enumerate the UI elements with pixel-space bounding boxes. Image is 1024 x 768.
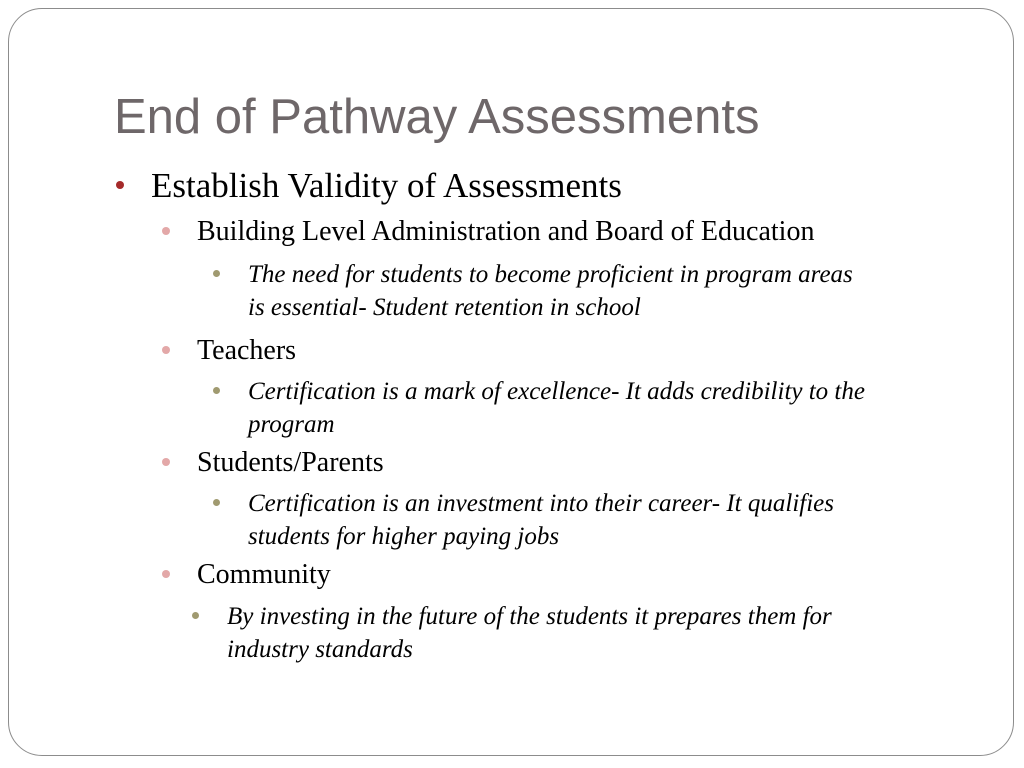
detail-line: students for higher paying jobs [248,523,560,550]
detail-line: Certification is a mark of excellence- It adds credibility to the [248,378,865,405]
bullet-building-admin: Building Level Administration and Board of Education [197,216,815,247]
detail-line: program [248,411,335,438]
level3-bullet-icon [213,270,220,277]
bullet-establish-validity: Establish Validity of Assessments [151,166,622,205]
level3-bullet-icon [213,387,220,394]
level2-bullet-icon [162,346,170,354]
detail-line: industry standards [227,636,413,663]
slide-title: End of Pathway Assessments [114,90,760,144]
detail-line: Certification is an investment into their career- It qualifies [248,490,834,517]
bullet-students-parents: Students/Parents [197,447,384,478]
detail-line: is essential- Student retention in school [248,294,641,321]
detail-community [227,600,967,666]
bullet-community: Community [197,559,331,590]
detail-building-admin [248,258,968,324]
bullet-teachers: Teachers [197,335,297,366]
detail-line: By investing in the future of the students it prepares them for [227,603,832,630]
detail-line: The need for students to become proficient in program areas [248,261,853,288]
level2-bullet-icon [162,227,170,235]
level2-bullet-icon [162,570,170,578]
level1-bullet-icon [116,181,124,189]
detail-teachers [248,375,968,441]
level3-bullet-icon [213,499,220,506]
level2-bullet-icon [162,458,170,466]
detail-students-parents [248,487,968,553]
level3-bullet-icon [192,612,199,619]
